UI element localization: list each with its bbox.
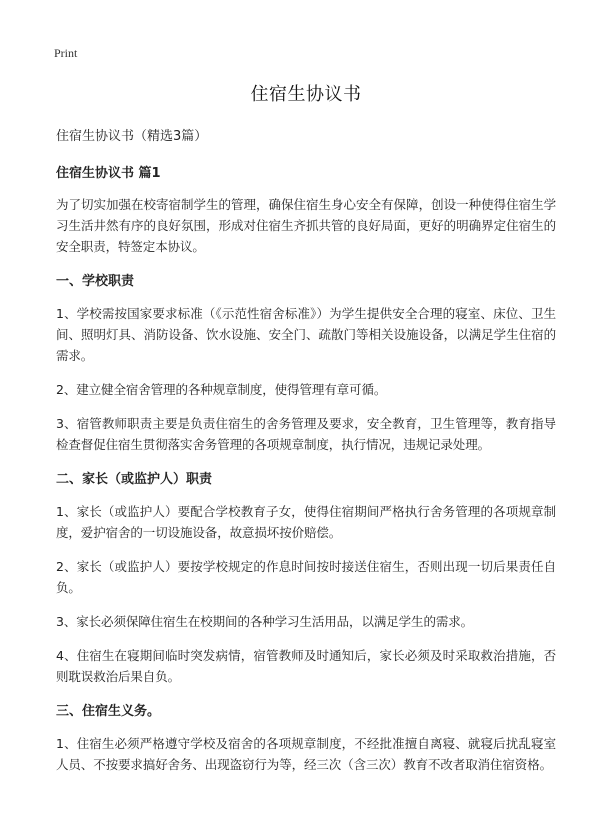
- section-item: 3、家长必须保障住宿生在校期间的各种学习生活用品，以满足学生的需求。: [56, 614, 474, 629]
- section-item: 2、家长（或监护人）要按学校规定的作息时间按时接送住宿生，否则出现一切后果责任自负。: [56, 559, 556, 595]
- document-body: [56, 80, 556, 788]
- section-heading: 二、家长（或监护人）职责: [56, 472, 213, 487]
- intro-paragraph: 为了切实加强在校寄宿制学生的管理，确保住宿生身心安全有保障，创设一种使得住宿生学习生活井然有序的良好氛围，形成对住宿生齐抓共管的良好局面，更好的明确界定住宿生的安全职责，特签定本协议。: [56, 197, 556, 254]
- section-school-duties: [56, 270, 556, 455]
- document-title: 住宿生协议书: [250, 84, 362, 105]
- part-title: 住宿生协议书 篇1: [56, 166, 161, 181]
- section-item: 3、宿管教师职责主要是负责住宿生的舍务管理及要求，安全教育，卫生管理等，教育指导检查督促住宿生贯彻落实舍务管理的各项规章制度，执行情况，违规记录处理。: [56, 416, 556, 452]
- section-item: 1、家长（或监护人）要配合学校教育子女，使得住宿期间严格执行舍务管理的各项规章制度，爱护宿舍的一切设施设备，故意损坏按价赔偿。: [56, 504, 556, 540]
- section-heading: 三、住宿生义务。: [56, 704, 161, 719]
- section-parent-duties: [56, 468, 556, 687]
- section-item: 1、学校需按国家要求标准（《示范性宿舍标准》）为学生提供安全合理的寝室、床位、卫生间、照明灯具、消防设备、饮水设施、安全门、疏散门等相关设施设备，以满足学生住宿的需求。: [56, 306, 556, 363]
- section-item: 2、建立健全宿舍管理的各种规章制度，使得管理有章可循。: [56, 382, 387, 397]
- document-subtitle: 住宿生协议书（精选3篇）: [56, 129, 208, 144]
- section-item: 4、住宿生在寝期间临时突发病情，宿管教师及时通知后，家长必须及时采取救治措施，否则耽误救治后果自负。: [56, 648, 556, 684]
- print-label: Print: [54, 46, 78, 60]
- section-heading: 一、学校职责: [56, 274, 135, 289]
- section-student-obligations: [56, 700, 556, 775]
- section-item: 1、住宿生必须严格遵守学校及宿舍的各项规章制度，不经批准擅自离寝、就寝后扰乱寝室人员、不按要求搞好舍务、出现盗窃行为等，经三次（含三次）教育不改者取消住宿资格。: [56, 736, 556, 772]
